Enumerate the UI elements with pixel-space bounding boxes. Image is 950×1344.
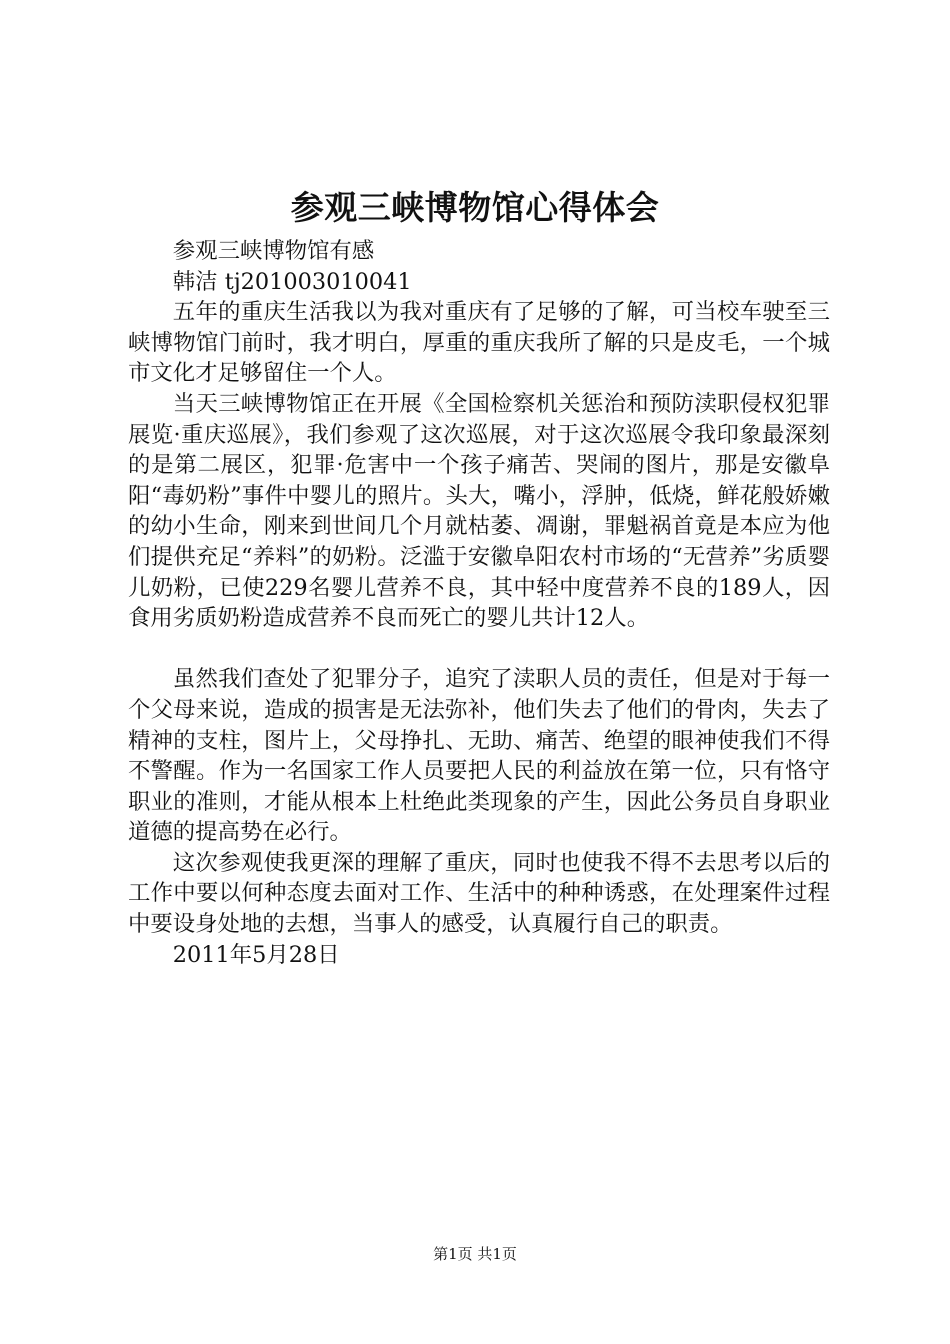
document-body: [128, 236, 830, 970]
body-paragraph-reflection: 虽然我们查处了犯罪分子，追究了渎职人员的责任，但是对于每一个父母来说，造成的损害是无法弥补，他们失去了他们的骨肉，失去了精神的支柱，图片上，父母挣扎、无助、痛苦、绝望的眼神使我们不得不警醒。作为一名国家工作人员要把人民的利益放在第一位，只有恪守职业的准则，才能从根本上杜绝此类现象的产生，因此公务员自身职业道德的提高势在必行。: [128, 666, 830, 846]
body-paragraph-exhibition: 当天三峡博物馆正在开展《全国检察机关惩治和预防渎职侵权犯罪展览·重庆巡展》，我们参观了这次巡展，对于这次巡展令我印象最深刻的是第二展区，犯罪·危害中一个孩子痛苦、哭闹的图片，那是安徽阜阳“毒奶粉”事件中婴儿的照片。头大，嘴小，浮肿，低烧，鲜花般娇嫩的幼小生命，刚来到世间几个月就枯萎、凋谢，罪魁祸首竟是本应为他们提供充足“养料”的奶粉。泛滥于安徽阜阳农村市场的“无营养”劣质婴儿奶粉，已使229名婴儿营养不良，其中轻中度营养不良的189人，因食用劣质奶粉造成营养不良而死亡的婴儿共计12人。: [128, 390, 830, 632]
document-title: 参观三峡博物馆心得体会: [290, 188, 660, 227]
author-paragraph: 韩洁 tj201003010041: [172, 268, 412, 295]
subtitle-paragraph: 参观三峡博物馆有感: [172, 238, 375, 264]
body-paragraph-intro: 五年的重庆生活我以为我对重庆有了足够的了解，可当校车驶至三峡博物馆门前时，我才明白，厚重的重庆我所了解的只是皮毛，一个城市文化才足够留住一个人。: [128, 299, 830, 387]
body-paragraph-conclusion: 这次参观使我更深的理解了重庆，同时也使我不得不去思考以后的工作中要以何种态度去面对工作、生活中的种种诱惑，在处理案件过程中要设身处地的去想，当事人的感受，认真履行自己的职责。: [128, 849, 830, 938]
date-paragraph: 2011年5月28日: [172, 941, 340, 968]
page-number-footer: 第1页 共1页: [433, 1245, 517, 1263]
